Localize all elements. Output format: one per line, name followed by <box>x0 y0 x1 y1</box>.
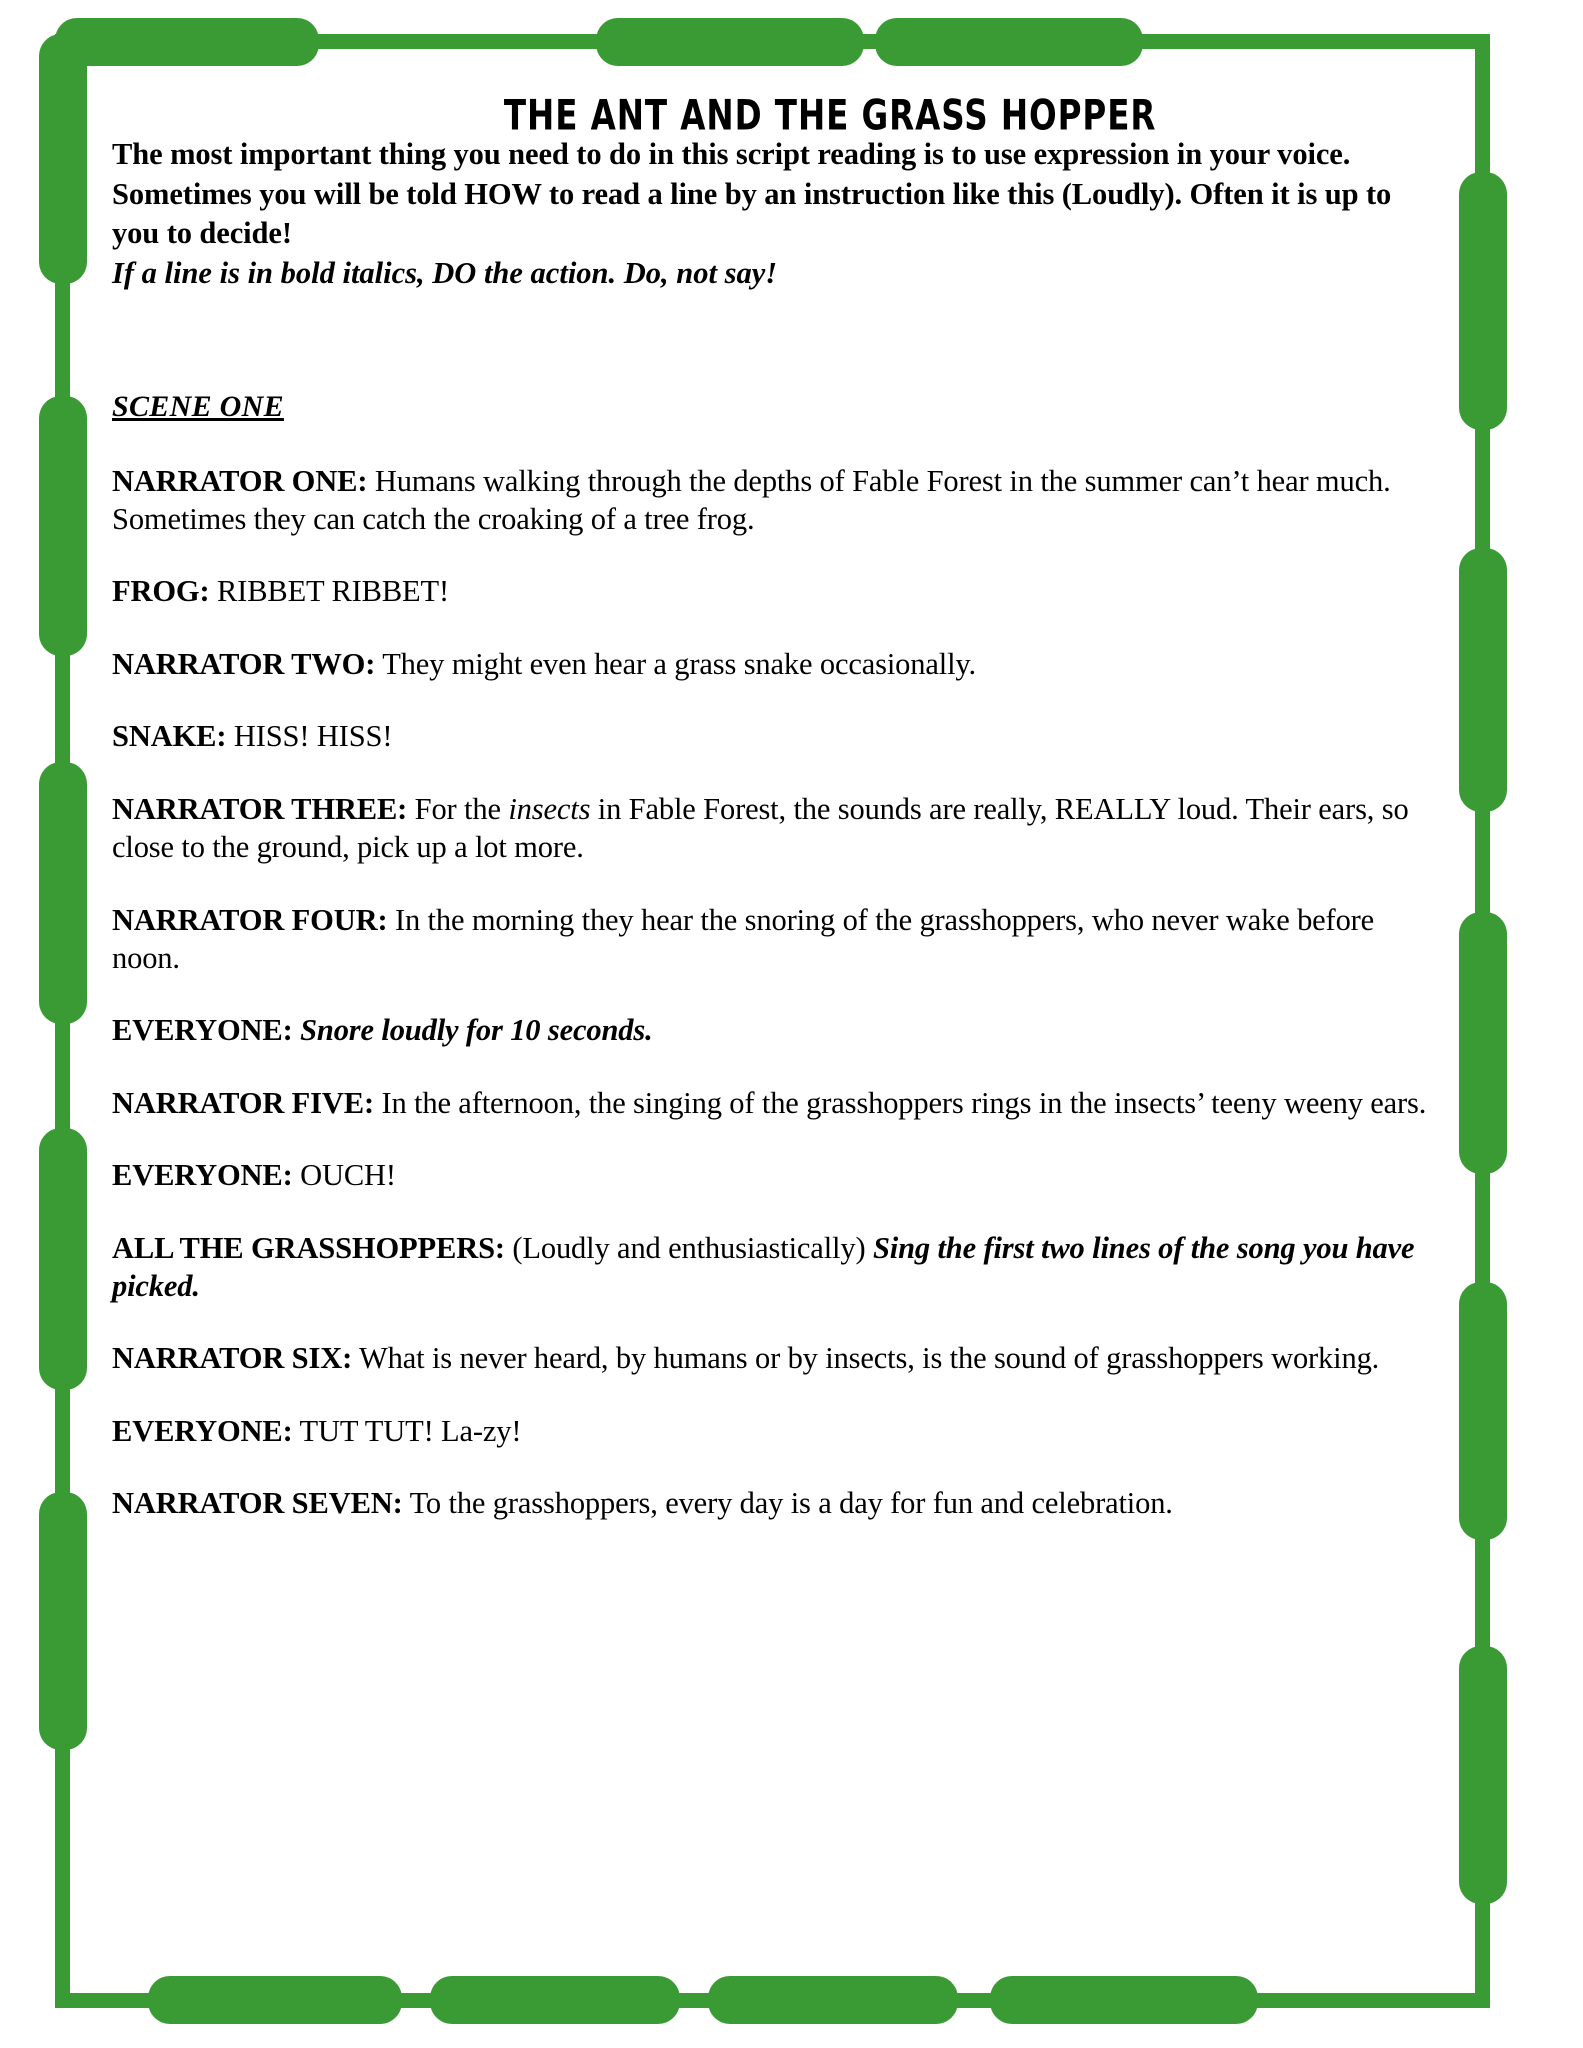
script-line <box>112 1339 1432 1377</box>
border-rail-bottom <box>55 1993 1490 2008</box>
line-text: (Loudly and enthusiastically) <box>504 1230 873 1265</box>
line-text: HISS! HISS! <box>226 719 393 754</box>
border-capsule-right <box>1459 172 1507 430</box>
border-capsule-top <box>875 18 1143 66</box>
speaker-label: EVERYONE: <box>112 1158 293 1193</box>
speaker-label: NARRATOR TWO: <box>112 646 376 681</box>
intro-paragraph: The most important thing you need to do in this script reading is to use expression in your voice. Sometimes you will be told HOW to read a line by an instruction like this (Loudly). Often it is up to you to decide! <box>112 137 1392 251</box>
border-capsule-bottom <box>708 1976 958 2024</box>
line-text: In the afternoon, the singing of the grasshoppers rings in the insects’ teeny weeny ears. <box>373 1085 1427 1120</box>
script-line <box>112 717 1432 755</box>
border-capsule-left <box>39 762 87 1024</box>
stage-action-text: Snore loudly for 10 seconds. <box>300 1013 653 1048</box>
emphasis-text: insects <box>508 791 591 826</box>
border-capsule-bottom <box>430 1976 680 2024</box>
speaker-label: NARRATOR SEVEN: <box>112 1486 403 1521</box>
border-capsule-right <box>1459 1282 1507 1540</box>
script-line <box>112 1156 1432 1194</box>
intro-italic-note: If a line is in bold italics, DO the action. Do, not say! <box>112 255 778 290</box>
line-text: What is never heard, by humans or by insects, is the sound of grasshoppers working. <box>352 1341 1380 1376</box>
speaker-label: EVERYONE: <box>112 1413 293 1448</box>
script-line <box>112 790 1432 867</box>
speaker-label: NARRATOR THREE: <box>112 791 408 826</box>
script-line <box>112 1011 1432 1049</box>
speaker-label: SNAKE: <box>112 719 227 754</box>
line-text: in Fable Forest, the sounds are really, REALLY loud. Their ears, so close to the ground, pick up a lot more. <box>112 791 1409 865</box>
border-rail-right <box>1475 34 1490 2008</box>
script-line <box>112 1412 1432 1450</box>
border-rail-left <box>55 34 70 2008</box>
line-text: OUCH! <box>292 1158 396 1193</box>
script-lines <box>112 462 1432 1523</box>
stage-action-text: Sing the first two lines of the song you have picked. <box>112 1230 1415 1304</box>
border-capsule-right <box>1459 548 1507 812</box>
script-sheet <box>112 92 1432 1557</box>
script-line <box>112 1229 1432 1306</box>
script-line <box>112 901 1432 978</box>
border-rail-top <box>55 34 1490 49</box>
scene-heading-wrap <box>112 342 1432 424</box>
scene-heading: SCENE ONE <box>112 389 284 423</box>
line-text: Humans walking through the depths of Fable Forest in the summer can’t hear much. Sometimes they can catch the croaking of a tree frog. <box>112 463 1391 536</box>
line-text: TUT TUT! La-zy! <box>292 1413 522 1448</box>
script-line <box>112 462 1432 539</box>
speaker-label: EVERYONE: <box>112 1013 293 1048</box>
line-text: They might even hear a grass snake occasionally. <box>375 646 977 681</box>
border-capsule-left <box>39 1492 87 1750</box>
border-capsule-right <box>1459 912 1507 1174</box>
line-text: To the grasshoppers, every day is a day for fun and celebration. <box>402 1486 1173 1521</box>
line-text <box>293 1013 300 1047</box>
border-capsule-bottom <box>990 1976 1258 2024</box>
script-line <box>112 1484 1432 1522</box>
border-capsule-top <box>55 18 319 66</box>
page-title: THE ANT AND THE GRASS HOPPER <box>503 92 1157 141</box>
speaker-label: FROG: <box>112 574 210 609</box>
speaker-label: NARRATOR FOUR: <box>112 902 388 937</box>
border-capsule-left <box>39 1128 87 1390</box>
speaker-label: NARRATOR SIX: <box>112 1341 353 1376</box>
speaker-label: NARRATOR ONE: <box>112 463 368 498</box>
script-line <box>112 645 1432 683</box>
script-line <box>112 572 1432 610</box>
line-text: RIBBET RIBBET! <box>209 574 450 609</box>
line-text: For the <box>407 791 509 826</box>
speaker-label: ALL THE GRASSHOPPERS: <box>112 1230 505 1265</box>
border-capsule-bottom <box>148 1976 402 2024</box>
border-capsule-right <box>1459 1646 1507 1904</box>
speaker-label: NARRATOR FIVE: <box>112 1085 374 1120</box>
script-line <box>112 1084 1432 1122</box>
border-capsule-left <box>39 34 87 284</box>
border-capsule-left <box>39 396 87 656</box>
border-capsule-top <box>596 18 864 66</box>
line-text: In the morning they hear the snoring of the grasshoppers, who never wake before noon. <box>112 902 1375 975</box>
